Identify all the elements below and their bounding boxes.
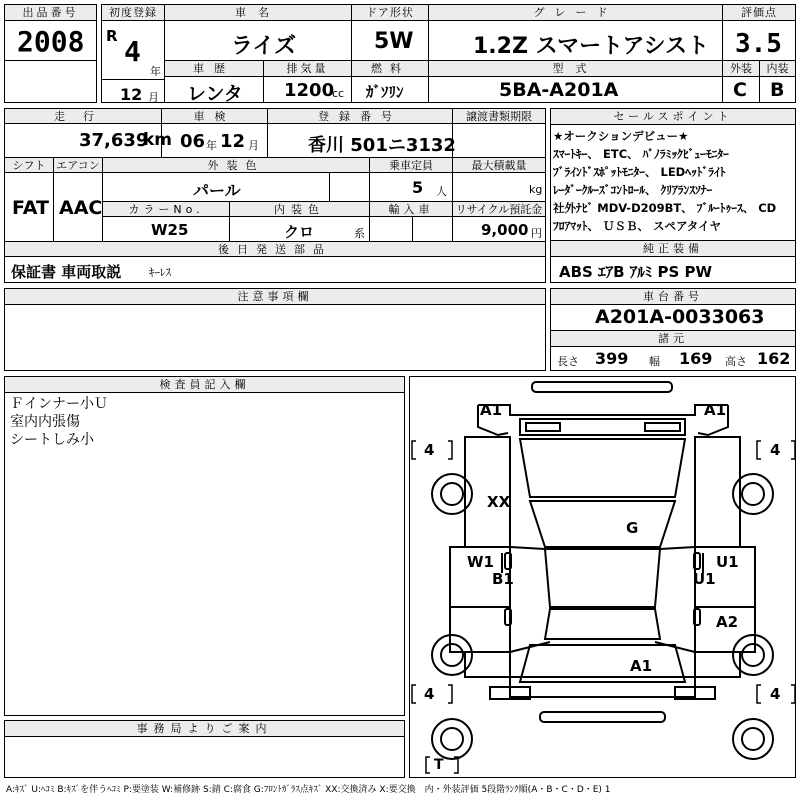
sales-point-line: ★オークションデビュー★ <box>553 129 689 143</box>
inspection-year-unit: 年 <box>206 139 217 152</box>
displacement-label: 排気量 <box>264 61 351 77</box>
interior-grade-value: B <box>770 79 785 101</box>
sales-points-label: セールスポイント <box>551 109 795 125</box>
mark-hood: XX <box>487 493 511 511</box>
mark-rear-center: A1 <box>630 657 653 675</box>
chassis-box <box>550 288 796 371</box>
displacement-cell <box>263 60 352 103</box>
sales-points-list <box>553 127 795 235</box>
recycle-deposit-value: 9,000 <box>481 221 529 239</box>
interior-color-cell <box>229 216 370 242</box>
import-cell <box>369 216 453 242</box>
mark-front-left: A1 <box>480 401 503 419</box>
later-parts-value: 保証書 車両取説 <box>11 263 122 281</box>
exterior-grade-label: 外装 <box>723 61 759 77</box>
capacity-unit: 人 <box>436 185 447 198</box>
max-load-label: 最大積載量 <box>452 157 546 173</box>
exterior-grade-value: C <box>733 79 747 101</box>
first-registration-year: 4 <box>124 35 141 68</box>
notes-label: 注意事項欄 <box>5 289 545 305</box>
inspector-note-line: シートしみ小 <box>10 432 94 448</box>
lot-number-value: 2008 <box>17 25 85 58</box>
height-label: 高さ <box>725 355 747 368</box>
inspection-label: 車検 <box>161 108 268 124</box>
sales-points-box <box>550 108 796 241</box>
fuel-cell <box>351 60 429 103</box>
exterior-color-value: パール <box>193 181 241 200</box>
door-cell <box>351 4 429 61</box>
mileage-label: 走行 <box>4 108 162 124</box>
interior-grade-cell <box>759 60 796 103</box>
interior-color-unit: 系 <box>354 227 365 240</box>
model-cell <box>428 60 723 103</box>
chassis-number-label: 車台番号 <box>551 289 795 305</box>
history-cell <box>164 60 264 103</box>
mark-tire-rear-right: 4 <box>770 685 781 703</box>
score-cell <box>722 4 796 61</box>
mark-right-rear: A2 <box>716 613 739 631</box>
lot-number-blank <box>4 60 97 103</box>
mark-tire-front-left: 4 <box>424 441 435 459</box>
color-number-label: カラーNo. <box>102 201 230 217</box>
height-value: 162 <box>757 349 791 368</box>
registration-number-label: 登録番号 <box>267 108 453 124</box>
later-parts-cell <box>4 256 546 283</box>
mark-left-door-front-2: B1 <box>492 570 514 588</box>
shift-value: FAT <box>12 197 49 219</box>
inspection-cell <box>161 123 268 158</box>
mark-right-door-front: U1 <box>716 553 739 571</box>
grade-value: 1.2Z スマートアシスト <box>473 34 709 59</box>
fuel-label: 燃料 <box>352 61 428 77</box>
recycle-deposit-label: リサイクル預託金 <box>452 201 546 217</box>
capacity-cell <box>369 172 453 202</box>
inspection-year: 06 <box>180 131 206 152</box>
registration-number-cell <box>267 123 456 158</box>
office-notes-box <box>4 720 405 778</box>
displacement-value: 1200 <box>284 80 335 101</box>
max-load-cell <box>452 172 546 202</box>
length-label: 長さ <box>557 355 579 368</box>
legend-text: A:ｷｽﾞ U:ﾍｺﾐ B:ｷｽﾞを伴うﾍｺﾐ P:要塗装 W:補修跡 S:錆 C:腐食 G:ﾌﾛﾝﾄｶﾞﾗｽ点ｷｽﾞ XX:交換済み X:要交換 内・外装評価 5段階ﾗﾝｸ順(A・B・C・D・E) 1 <box>6 785 611 795</box>
mark-front-right: A1 <box>704 401 727 419</box>
inspector-notes-list <box>10 395 400 449</box>
length-value: 399 <box>595 349 629 368</box>
recycle-deposit-unit: 円 <box>531 227 542 240</box>
mark-right-door-front-2: U1 <box>693 570 716 588</box>
ac-value: AAC <box>59 197 103 219</box>
inspection-month: 12 <box>220 131 246 152</box>
sales-point-line: ﾌﾞﾗｲﾝﾄﾞｽﾎﾟｯﾄﾓﾆﾀｰ、 LEDﾍｯﾄﾞﾗｲﾄ <box>553 165 726 179</box>
max-load-unit: kg <box>529 183 543 196</box>
door-label: ドア形状 <box>352 5 428 21</box>
mark-windshield: G <box>626 519 639 537</box>
model-value: 5BA-A201A <box>499 79 619 101</box>
mark-tire-front-right: 4 <box>770 441 781 459</box>
shift-cell <box>4 172 54 242</box>
inspection-month-unit: 月 <box>248 139 259 152</box>
exterior-color-cell <box>102 172 370 202</box>
fuel-value: ｶﾞｿﾘﾝ <box>366 83 404 101</box>
chassis-number-value: A201A-0033063 <box>595 306 765 328</box>
mileage-cell <box>4 123 173 158</box>
score-value: 3.5 <box>735 29 782 59</box>
door-value: 5W <box>374 29 414 54</box>
interior-grade-label: 内装 <box>760 61 795 77</box>
recycle-deposit-cell <box>452 216 546 242</box>
sales-point-line: ﾌﾛｱﾏｯﾄ、 ＵＳＢ、 スペアタイヤ <box>553 219 721 233</box>
interior-color-value: クロ <box>284 223 315 241</box>
interior-color-label: 内装色 <box>229 201 370 217</box>
history-label: 車歴 <box>165 61 263 77</box>
inspector-notes-label: 検査員記入欄 <box>5 377 404 393</box>
shift-label: シフト <box>4 157 54 173</box>
mark-tire-rear-left: 4 <box>424 685 435 703</box>
capacity-label: 乗車定員 <box>369 157 453 173</box>
first-registration-label: 初度登録 <box>102 5 164 21</box>
grade-cell <box>428 4 723 61</box>
width-label: 幅 <box>649 355 660 368</box>
sales-point-line: 社外ﾅﾋﾞ MDV-D209BT、 ﾌﾞﾙｰﾄｩｰｽ、 CD <box>553 201 777 215</box>
car-name-value: ライズ <box>231 34 297 59</box>
transfer-deadline-label: 譲渡書類期限 <box>452 108 546 124</box>
equipment-label: 純正装備 <box>551 241 795 257</box>
width-value: 169 <box>679 349 713 368</box>
mark-left-door-front: W1 <box>467 553 494 571</box>
color-number-cell <box>102 216 230 242</box>
transfer-deadline-cell <box>452 123 546 158</box>
inspector-note-line: Ｆインナー小Ｕ <box>10 396 108 412</box>
mileage-value: 37,639 <box>79 130 149 151</box>
exterior-grade-cell <box>722 60 760 103</box>
equipment-value: ABS ｴｱB ｱﾙﾐ PS PW <box>559 263 713 281</box>
era-value: R <box>106 27 118 45</box>
registration-number-value: 香川 501ニ3132 <box>308 135 456 156</box>
model-label: 型式 <box>429 61 722 77</box>
sales-point-line: ﾚｰﾀﾞｰｸﾙｰｽﾞｺﾝﾄﾛｰﾙ、 ｸﾘｱﾗﾝｽｿﾅｰ <box>553 183 713 197</box>
car-name-label: 車名 <box>165 5 351 21</box>
damage-diagram-box <box>409 376 796 778</box>
month-unit: 月 <box>148 91 159 104</box>
capacity-value: 5 <box>412 178 424 197</box>
notes-box <box>4 288 546 371</box>
inspector-notes-box <box>4 376 405 716</box>
exterior-color-label: 外装色 <box>102 157 370 173</box>
year-unit: 年 <box>150 65 161 78</box>
equipment-box <box>550 240 796 283</box>
first-registration-month: 12 <box>120 85 143 104</box>
later-parts-small: ｷｰﾚｽ <box>149 266 171 279</box>
color-number-value: W25 <box>151 221 189 239</box>
sales-point-line: ｽﾏｰﾄｷｰ、 ETC、 ﾊﾟﾉﾗﾐｯｸﾋﾞｭｰﾓﾆﾀｰ <box>553 147 729 161</box>
lot-number-label: 出品番号 <box>5 5 96 21</box>
grade-label: グレード <box>429 5 722 21</box>
car-diagram <box>410 377 795 777</box>
first-registration-cell <box>101 4 165 103</box>
car-name-cell <box>164 4 352 61</box>
mileage-unit: km <box>143 130 173 150</box>
office-notes-label: 事務局よりご案内 <box>5 721 404 737</box>
displacement-unit: cc <box>332 87 345 100</box>
history-value: レンタ <box>187 83 243 105</box>
ac-cell <box>53 172 103 242</box>
mark-spare: T <box>434 757 444 773</box>
inspector-note-line: 室内内張傷 <box>10 414 80 430</box>
dimensions-label: 諸元 <box>551 330 795 347</box>
lot-number-cell <box>4 4 97 61</box>
score-label: 評価点 <box>723 5 795 21</box>
import-label: 輸入車 <box>369 201 453 217</box>
ac-label: エアコン <box>53 157 103 173</box>
later-parts-label: 後日発送部品 <box>4 241 546 257</box>
